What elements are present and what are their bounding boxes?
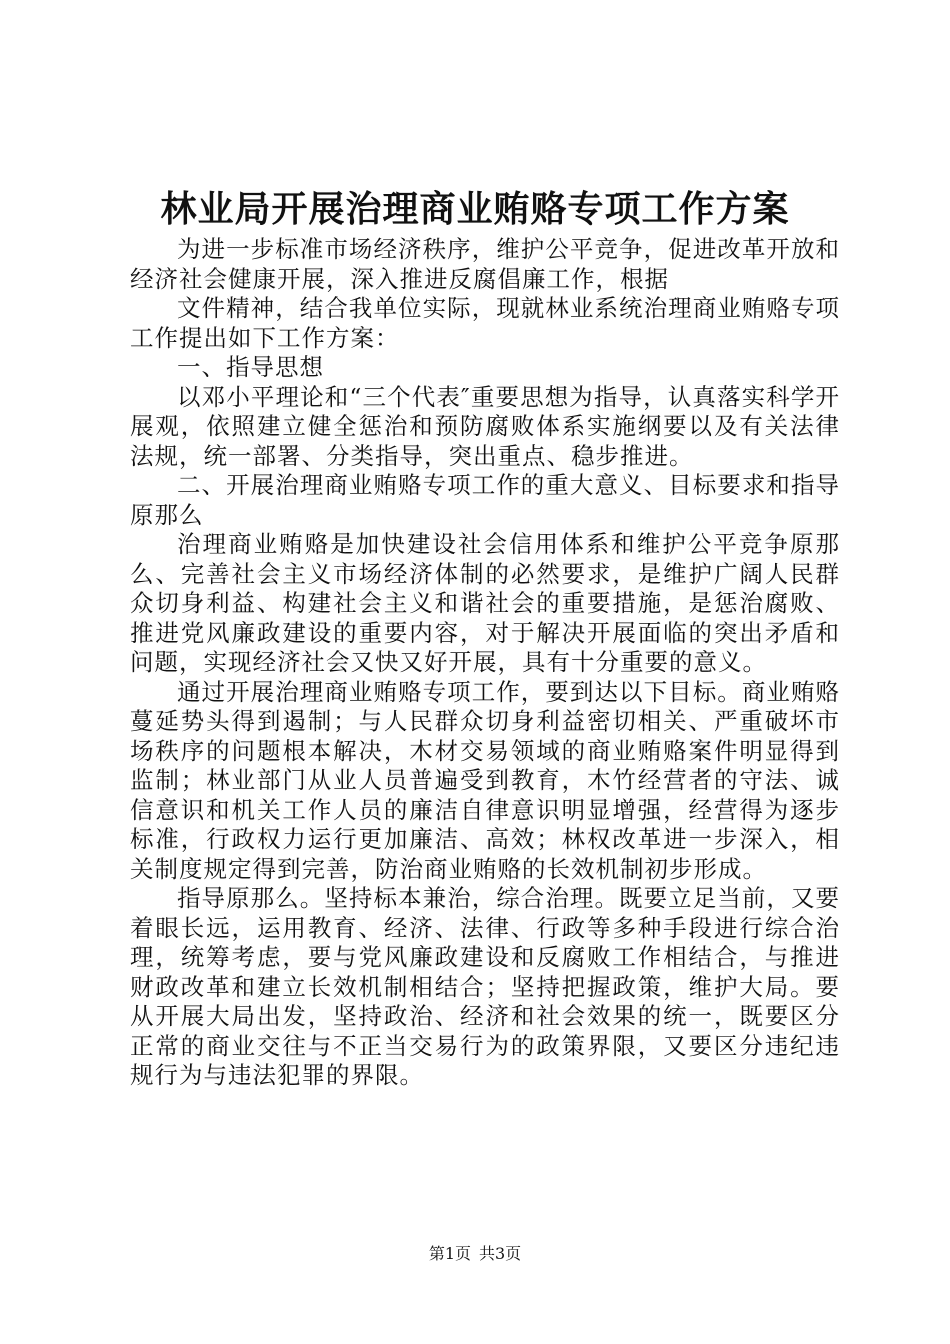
paragraph-intro: 为进一步标准市场经济秩序，维护公平竞争，促进改革开放和经济社会健康开展，深入推进反腐倡廉工作，根据 [130, 235, 840, 293]
section-heading-significance: 二、开展治理商业贿赂专项工作的重大意义、目标要求和指导原那么 [130, 471, 840, 529]
document-body [130, 235, 840, 1091]
page-number: 第1页 [428, 1244, 471, 1263]
section-heading-guiding-thought: 一、指导思想 [177, 353, 324, 381]
document-title: 林业局开展治理商业贿赂专项工作方案 [160, 188, 790, 230]
paragraph-guiding-thought: 以邓小平理论和“三个代表″重要思想为指导，认真落实科学开展观，依照建立健全惩治和预防腐败体系实施纲要以及有关法律法规，统一部署、分类指导，突出重点、稳步推进。 [130, 382, 840, 470]
page-footer [0, 1243, 950, 1265]
paragraph-significance: 治理商业贿赂是加快建设社会信用体系和维护公平竞争原那么、完善社会主义市场经济体制的必然要求，是维护广阔人民群众切身利益、构建社会主义和谐社会的重要措施，是惩治腐败、推进党风廉政建设的重要内容，对于解决开展面临的突出矛盾和问题，实现经济社会又快又好开展，具有十分重要的意义。 [130, 530, 840, 676]
paragraph-basis: 文件精神，结合我单位实际，现就林业系统治理商业贿赂专项工作提出如下工作方案： [130, 294, 840, 352]
paragraph-goals: 通过开展治理商业贿赂专项工作，要到达以下目标。商业贿赂蔓延势头得到遏制；与人民群众切身利益密切相关、严重破坏市场秩序的问题根本解决，木材交易领域的商业贿赂案件明显得到监制；林业部门从业人员普遍受到教育，木竹经营者的守法、诚信意识和机关工作人员的廉洁自律意识明显增强，经营得为逐步标准，行政权力运行更加廉洁、高效；林权改革进一步深入，相关制度规定得到完善，防治商业贿赂的长效机制初步形成。 [130, 677, 840, 883]
page-total: 共3页 [479, 1244, 522, 1263]
paragraph-principles: 指导原那么。坚持标本兼治，综合治理。既要立足当前，又要着眼长远，运用教育、经济、法律、行政等多种手段进行综合治理，统筹考虑，要与党风廉政建设和反腐败工作相结合，与推进财政改革和建立长效机制相结合；坚持把握政策，维护大局。要从开展大局出发，坚持政治、经济和社会效果的统一，既要区分正常的商业交往与不正当交易行为的政策界限，又要区分违纪违规行为与违法犯罪的界限。 [130, 884, 840, 1089]
